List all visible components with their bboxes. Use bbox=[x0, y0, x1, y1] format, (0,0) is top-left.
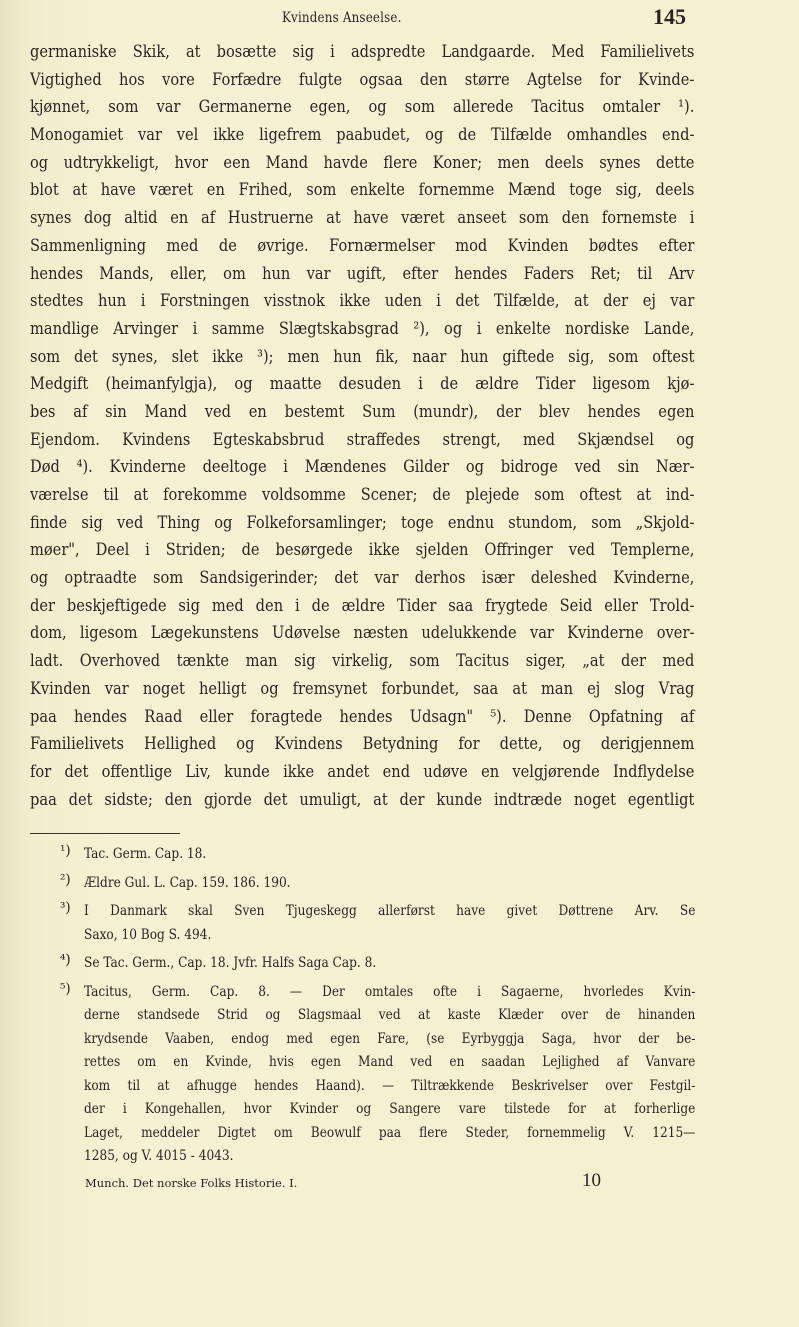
text-line bbox=[30, 787, 696, 815]
running-title: Kvindens Anseelse. bbox=[282, 10, 402, 26]
footnote bbox=[60, 872, 696, 896]
text-line bbox=[30, 316, 696, 344]
text-line bbox=[30, 67, 696, 95]
text-line-content: møer", Deel i Striden; de besørgede ikke sjelden Offringer ved Templerne, bbox=[30, 540, 695, 561]
text-line-content: finde sig ved Thing og Folkeforsamlinger; toge endnu stundom, som „Skjold- bbox=[30, 512, 695, 533]
text-line bbox=[30, 427, 696, 455]
footnote-line bbox=[84, 924, 696, 948]
text-line bbox=[30, 94, 696, 122]
text-line bbox=[30, 150, 696, 178]
footnote bbox=[60, 843, 696, 867]
text-line-content: blot at have været en Frihed, som enkelte fornemme Mænd toge sig, deels bbox=[30, 180, 695, 201]
footnote-divider bbox=[30, 833, 180, 834]
text-line-content: værelse til at forekomme voldsomme Scener; de plejede som oftest at ind- bbox=[30, 485, 695, 505]
text-line bbox=[30, 39, 696, 67]
footnotes bbox=[60, 843, 696, 1174]
text-line bbox=[30, 205, 696, 233]
text-line-content: dom, ligesom Lægekunstens Udøvelse næsten udelukkende var Kvinderne over- bbox=[30, 623, 695, 644]
text-line bbox=[30, 288, 696, 316]
text-line bbox=[30, 759, 696, 787]
text-line-content: Død ⁴). Kvinderne deeltoge i Mændenes Gilder og bidroge ved sin Nær- bbox=[30, 457, 695, 478]
footnote-line-content: krydsende Vaaben, endog med egen Fare, (se Eyrbyggja Saga, hvor der be- bbox=[84, 1030, 696, 1047]
text-line-content: Sammenligning med de øvrige. Fornærmelser mod Kvinden bødtes efter bbox=[30, 235, 695, 256]
text-line-content: paa det sidste; den gjorde det umuligt, at der kunde indtræde noget egentligt bbox=[30, 789, 695, 810]
text-line bbox=[30, 482, 696, 510]
text-line bbox=[30, 399, 696, 427]
footnote-line-content: Se Tac. Germ., Cap. 18. Jvfr. Halfs Saga Cap. 8. bbox=[84, 955, 377, 971]
text-line-content: bes af sin Mand ved en bestemt Sum (mundr), der blev hendes egen bbox=[30, 401, 695, 422]
text-line bbox=[30, 731, 696, 759]
footnote bbox=[60, 900, 696, 947]
text-line-content: synes dog altid en af Hustruerne at have været anseet som den fornemste i bbox=[30, 208, 695, 229]
text-line bbox=[30, 510, 696, 538]
text-line-content: og optraadte som Sandsigerinder; det var derhos især deleshed Kvinderne, bbox=[30, 568, 695, 589]
text-line-content: Vigtighed hos vore Forfædre fulgte ogsaa den større Agtelse for Kvinde- bbox=[30, 69, 695, 90]
footnote-line-content: Tac. Germ. Cap. 18. bbox=[84, 846, 207, 862]
footnote-line-content: Laget, meddeler Digtet om Beowulf paa flere Steder, fornemmelig V. 1215— bbox=[84, 1124, 696, 1141]
footnote-number: ³) bbox=[60, 900, 71, 916]
text-line bbox=[30, 537, 696, 565]
footnote-line bbox=[84, 1051, 696, 1075]
text-line-content: Familielivets Hellighed og Kvindens Betydning for dette, og derigjennem bbox=[30, 734, 695, 755]
footnote-line-content: derne standsede Strid og Slagsmaal ved at kaste Klæder over de hinanden bbox=[84, 1007, 696, 1023]
text-line bbox=[30, 704, 696, 732]
text-line bbox=[30, 676, 696, 704]
text-line-content: Kvinden var noget helligt og fremsynet forbundet, saa at man ej slog Vrag bbox=[30, 678, 695, 699]
text-line bbox=[30, 344, 696, 372]
text-line bbox=[30, 593, 696, 621]
footnote-line bbox=[84, 1028, 696, 1052]
footnote-line-content: I Danmark skal Sven Tjugeskegg allerførst have givet Døttrene Arv. Se bbox=[84, 903, 696, 919]
footnote-number: ⁵) bbox=[60, 980, 71, 997]
footnote-number: ²) bbox=[60, 871, 71, 888]
footnote-number: ¹) bbox=[60, 843, 71, 859]
text-line bbox=[30, 565, 696, 593]
text-line bbox=[30, 122, 696, 150]
footnote-line bbox=[84, 981, 696, 1005]
text-line-content: stedtes hun i Forstningen visstnok ikke uden i det Tilfælde, at der ej var bbox=[30, 291, 695, 312]
footnote-line bbox=[84, 952, 696, 976]
footnote-line-content: Saxo, 10 Bog S. 494. bbox=[84, 926, 212, 943]
text-line bbox=[30, 233, 696, 261]
footnote-line bbox=[84, 843, 696, 867]
footnote-line-content: Ældre Gul. L. Cap. 159. 186. 190. bbox=[84, 874, 291, 891]
text-line-content: for det offentlige Liv, kunde ikke andet end udøve en velgjørende Indflydelse bbox=[30, 761, 695, 782]
text-line-content: mandlige Arvinger i samme Slægtskabsgrad ²), og i enkelte nordiske Lande, bbox=[30, 318, 695, 339]
text-line-content: og udtrykkeligt, hvor een Mand havde flere Koner; men deels synes dette bbox=[30, 152, 695, 173]
text-line bbox=[30, 261, 696, 289]
footnote-line-content: kom til at afhugge hendes Haand). — Tiltrækkende Beskrivelser over Festgil- bbox=[84, 1077, 696, 1094]
text-line-content: paa hendes Raad eller foragtede hendes Udsagn" ⁵). Denne Opfatning af bbox=[30, 706, 695, 727]
footnote-line bbox=[84, 1004, 696, 1028]
footnote-line-content: rettes om en Kvinde, hvis egen Mand ved en saadan Lejlighed af Vanvare bbox=[84, 1054, 696, 1070]
text-line-content: der beskjeftigede sig med den i de ældre Tider saa frygtede Seid eller Trold- bbox=[30, 595, 695, 616]
text-line-content: Medgift (heimanfylgja), og maatte desuden i de ældre Tider ligesom kjø- bbox=[30, 374, 695, 395]
text-line bbox=[30, 454, 696, 482]
text-line-content: Monogamiet var vel ikke ligefrem paabudet, og de Tilfælde omhandles end- bbox=[30, 125, 695, 146]
text-line-content: germaniske Skik, at bosætte sig i adspredte Landgaarde. Med Familielivets bbox=[30, 42, 695, 62]
footnote-line bbox=[84, 1145, 696, 1169]
text-line bbox=[30, 177, 696, 205]
footnote-number: ⁴) bbox=[60, 952, 71, 968]
footnote bbox=[60, 952, 696, 976]
footnote-line bbox=[84, 900, 696, 924]
text-line bbox=[30, 648, 696, 676]
text-line-content: hendes Mands, eller, om hun var ugift, efter hendes Faders Ret; til Arv bbox=[30, 263, 695, 284]
footnote-line-content: Tacitus, Germ. Cap. 8. — Der omtales ofte i Sagaerne, hvorledes Kvin- bbox=[84, 983, 696, 1000]
page-number: 145 bbox=[653, 4, 686, 29]
sheet-number: 10 bbox=[582, 1170, 601, 1191]
signature-line: Munch. Det norske Folks Historie. I. bbox=[85, 1176, 298, 1190]
footnote-line bbox=[84, 1122, 696, 1146]
main-text bbox=[30, 39, 696, 814]
text-line bbox=[30, 371, 696, 399]
footnote-line-content: 1285, og V. 4015 - 4043. bbox=[84, 1148, 234, 1164]
text-line-content: ladt. Overhoved tænkte man sig virkelig, som Tacitus siger, „at der med bbox=[30, 651, 695, 672]
footnote-line bbox=[84, 1075, 696, 1099]
footnote-line bbox=[84, 872, 696, 896]
text-line bbox=[30, 620, 696, 648]
footnote-line bbox=[84, 1098, 696, 1122]
text-line-content: Ejendom. Kvindens Egteskabsbrud straffedes strengt, med Skjændsel og bbox=[30, 429, 695, 450]
footnote-line-content: der i Kongehallen, hvor Kvinder og Sangere vare tilstede for at forherlige bbox=[84, 1101, 696, 1117]
footnote bbox=[60, 981, 696, 1169]
text-line-content: kjønnet, som var Germanerne egen, og som allerede Tacitus omtaler ¹). bbox=[30, 97, 695, 118]
text-line-content: som det synes, slet ikke ³); men hun fik, naar hun giftede sig, som oftest bbox=[30, 346, 695, 367]
